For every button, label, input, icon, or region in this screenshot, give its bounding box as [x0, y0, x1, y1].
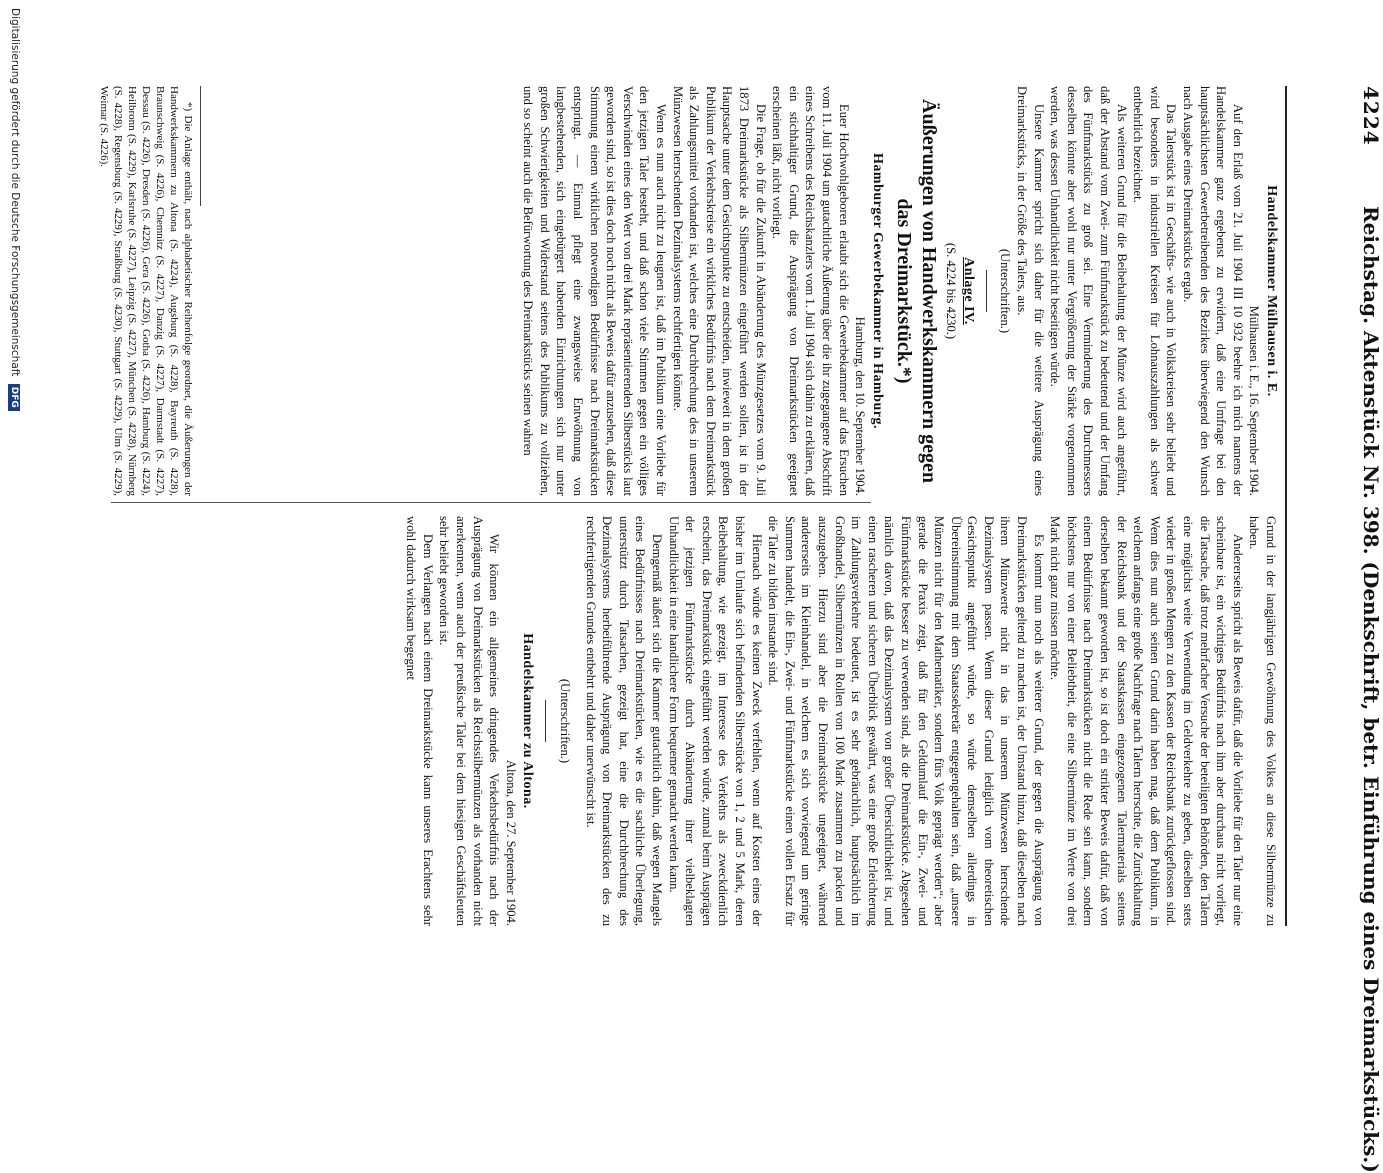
signature-line: (Unterschriften.) [558, 678, 573, 764]
annex-heading: Anlage IV. [960, 257, 976, 325]
paragraph: Die Frage, ob für die Zukunft in Abänderung des Münzgesetzes vom 9. Juli 1873 Dreimarkstücke als Silbermünzen eingeführt werden sollen, ist in der Hauptsache unter dem Gesichtspunkte zu entscheiden, inwieweit in dem großen Publikum der Verkehrskreise ein wirkliches Bedürfnis nach dem Dreimarkstück als Zahlungsmittel vorhanden ist, welches eine Durchbrechung des in unserem Münzwesen herrschenden Dezimalsystems rechtfertigen könnte. [670, 86, 768, 496]
paragraph: Dem Verlangen nach einem Dreimarkstücke kann unseres Erachtens sehr wohl dadurch wirksam begegnet [404, 516, 435, 926]
credit-text: Digitalisierung gefördert durch die Deutsche Forschungsgemeinschaft [9, 8, 21, 377]
footnote: *) Die Anlage enthält, nach alphabetischer Reihenfolge geordnet, die Äußerungen der Handwerkskammern zu Altona (S. 4224), Augsburg (S. 4228), Bayreuth (S. 4228), Braunschweig (S. 4226), Chemnitz (S. 4227), Danzig (S. 4227), Darmstadt (S. 4227), Dessau (S. 4226), Dresden (S. 4226), Gera (S. 4226), Gotha (S. 4226), Hamburg (S. 4224), Heilbronn (S. 4229), Karlsruhe (S. 4227), Leipzig (S. 4227), München (S. 4228), Nürnberg (S. 4228), Regensburg (S. 4229), Straßburg (S. 4230), Stuttgart (S. 4229), Ulm (S. 4229), Weimar (S. 4226). [98, 86, 194, 496]
paragraph: Das Talerstück ist in Geschäfts- wie auch in Volkskreisen sehr beliebt und wird besonders in industriellen Kreisen für Lohnauszahlungen als schwer entbehrlich bezeichnet. [1131, 86, 1179, 496]
page-header [1285, 86, 1383, 1173]
paragraph: Euer Hochwohlgeboren erlaubt sich die Gewerbekammer auf das Ersuchen vom 11. Juli 1904 um gutachtliche Äußerung über die ihr zugegangene Abschrift eines Schreibens des Reichskanzlers vom 1. Juli 1904 sich dahin zu erklären, daß ein stichhaltiger Grund, die Ausprägung von Dreimarkstücken geeignet erscheinen läßt, nicht vorliegt. [770, 86, 851, 496]
paragraph: Grund in der langjährigen Gewöhnung des Volkes an diese Silbermünze zu haben. [1247, 516, 1278, 926]
digitization-credit [8, 8, 21, 978]
chamber-heading-altona: Handelskammer zu Altona. [520, 633, 536, 809]
left-column [104, 86, 1279, 496]
paragraph: Andererseits spricht als Beweis dafür, daß die Vorliebe für den Taler nur eine scheinbare ist, ein wichtiges Bedürfnis nach ihm aber durchaus nicht vorliegt, die Tatsache, daß trotz mehrfacher Versuche der beteiligten Behörden, den Talern eine möglichst weite Verwendung im Geldverkehre zu geben, dieselben stets wieder in großen Mengen zu den Kassen der Reichsbank zurückgeflossen sind. Wenn dies nun auch seinen Grund darin haben mag, daß dem Publikum, in welchem anfangs eine große Nachfrage nach Talern herrschte, die Zurückhaltung der Reichsbank und der Staatskassen eingezogenen Talermaterials seitens derselben bekannt geworden ist, so ist doch ein strikter Beweis dafür, daß von einem Bedürfnisse nach Dreimarkstücken nicht die Rede sein kann, sondern höchstens nur von einer Beliebtheit, die eine Silbermünze im Werte von drei Mark nicht ganz missen möchte. [1048, 516, 1245, 926]
paragraph: Als weiteren Grund für die Beibehaltung der Münze wird auch angeführt, daß der Abstand vom Zwei- zum Fünfmarkstück zu bedeutend und der Umfang des Fünfmarkstücks zu groß sei. Eine Verminderung des Durchmessers desselben könnte aber wohl nur unter Vergrößerung der Stärke vorgenommen werden, was dessen Unhandlichkeit nicht beseitigen würde. [1048, 86, 1129, 496]
annex-page-range: (S. 4224 bis 4230.) [944, 242, 959, 340]
footnote-rule [200, 86, 201, 206]
paragraph: Hiernach würde es keinen Zweck verfehlen, wenn auf Kosten eines der bisher im Umlaufe sich befindenden Silberstücke von 1, 2 und 5 Mark, deren Beibehaltung, wie gezeigt, im Interesse des Verkehrs als zweckdienlich erscheint, das Dreimarkstück eingeführt werden würde, zumal beim Ausprägen der jetzigen Fünfmarkstücke durch Abänderung ihrer vielbeklagten Unhandlichkeit in eine handlichere Form bequemer gemacht werden kann. [666, 516, 764, 926]
paragraph: Demgemäß äußert sich die Kammer gutachtlich dahin, daß wegen Mangels eines Bedürfnisses nach Dreimarkstücken, wie es die sachliche Überlegung, unterstützt durch Tatsachen, gezeigt hat, eine die Durchbrechung des Dezimalsystems herbeiführende Ausprägung von Dreimarkstücken des zu rechtfertigenden Grundes entbehrt und daher unerwünscht ist. [583, 516, 665, 926]
header-rule [1285, 86, 1287, 926]
signature-line: (Unterschriften.) [998, 248, 1013, 334]
dfg-logo: DFG [8, 384, 20, 411]
chamber-heading-mulhausen: Handelskammer Mülhausen i. E. [1264, 185, 1279, 397]
running-title: Reichstag. Aktenstück Nr. 398. (Denkschrift, betr. Einführung eines Dreimarkstücks.) [1359, 206, 1383, 1173]
section-divider [545, 700, 546, 742]
section-divider [986, 270, 987, 312]
chamber-heading-hamburg: Hamburger Gewerbekammer in Hamburg. [869, 153, 885, 429]
paragraph: Auf den Erlaß vom 21. Juli 1904 III 10 932 beehre ich mich namens der Handelskammer ganz ergebenst zu erwidern, daß eine Umfrage bei den hauptsächlichsten Gewerbetreibenden des Bezirkes überwiegend den Wunsch nach Ausgabe eines Dreimarkstücks ergab. [1181, 86, 1245, 496]
paragraph: Es kommt nun noch als weiterer Grund, der gegen die Ausprägung von Dreimarkstücken geltend zu machen ist, der Umstand hinzu, daß dieselben nach ihrem Münzwerte nicht in das in unserem Münzwesen herrschende Dezimalsystem passen. Wenn dieser Grund lediglich vom theoretischen Gesichtspunkt angeführt würde, so würde demselben allerdings in Übereinstimmung mit dem Staatssekretär entgegengehalten sein, daß „unsere Münzen nicht für den Mathematiker, sondern fürs Volk geprägt werden“; aber gerade die Praxis zeigt, daß für den Geldumlauf die Ein-, Zwei- und Fünfmarkstücke besser zu verwenden sind, als die Dreimarkstücke. Abgesehen nämlich davon, daß das Dezimalsystem von großer Übersichtlichkeit ist, und einen rascheren und sicheren Überblick gewährt, was eine große Erleichterung im Zahlungsverkehre bedeutet, ist es sehr gebräuchlich, hauptsächlich im Großhandel, Silbermünzen in Rollen von 100 Mark zusammen zu packen und auszugeben. Hierzu sind aber die Dreimarkstücke ungeeignet, während andererseits im Kleinhandel, in welchem es sich vorwiegend um geringe Summen handelt, die Ein-, Zwei- und Fünfmarkstücke einen vollen Ersatz für die Taler zu bilden imstande sind. [766, 516, 1046, 926]
page-number: 4224 [1359, 86, 1383, 146]
right-column [104, 516, 1279, 926]
letter-date-mulhausen: Mülhausen i. E., 16. September 1904. [1247, 305, 1262, 496]
section-title: Äußerungen von Handwerkskammern gegen das Dreimarkstück.*) [892, 99, 940, 483]
letter-date-hamburg: Hamburg, den 10. September 1904. [853, 316, 868, 496]
letter-date-altona: Altona, den 27. September 1904. [503, 759, 518, 926]
paragraph: Wir können ein allgemeines dringendes Verkehrsbedürfnis nach der Ausprägung von Dreimarkstücken als Reichssilbermünzen als vorhanden nicht anerkennen, wenn auch der preußische Taler bei dem hiesigen Geschäftsleuten sehr beliebt geworden ist. [437, 516, 502, 926]
paragraph: Wenn es nun auch nicht zu leugnen ist, daß im Publikum eine Vorliebe für den jetzigen Taler besteht, und daß schon viele Stimmen gegen ein völliges Verschwinden eines den Wert von drei Mark repräsentierenden Silberstücks laut geworden sind, so ist dies doch noch nicht als Beweis dafür anzusehen, daß diese Stimmung einem wirklichen notwendigen Bedürfnisse nach Dreimarkstücken entspringt. — Einmal pflegt eine zwangsweise Entwöhnung von langbestehenden, sich eingebürgert habenden Einrichtungen sich nur unter großen Schwierigkeiten und Widerstand seitens des Publikums zu vollziehen, und so scheint auch die Befürwortung des Dreimarkstücks seinen wahren [521, 86, 668, 496]
paragraph: Unsere Kammer spricht sich daher für die weitere Ausprägung eines Dreimarkstücks, in der Größe des Talers, aus. [1015, 86, 1046, 496]
column-rule [111, 502, 871, 503]
